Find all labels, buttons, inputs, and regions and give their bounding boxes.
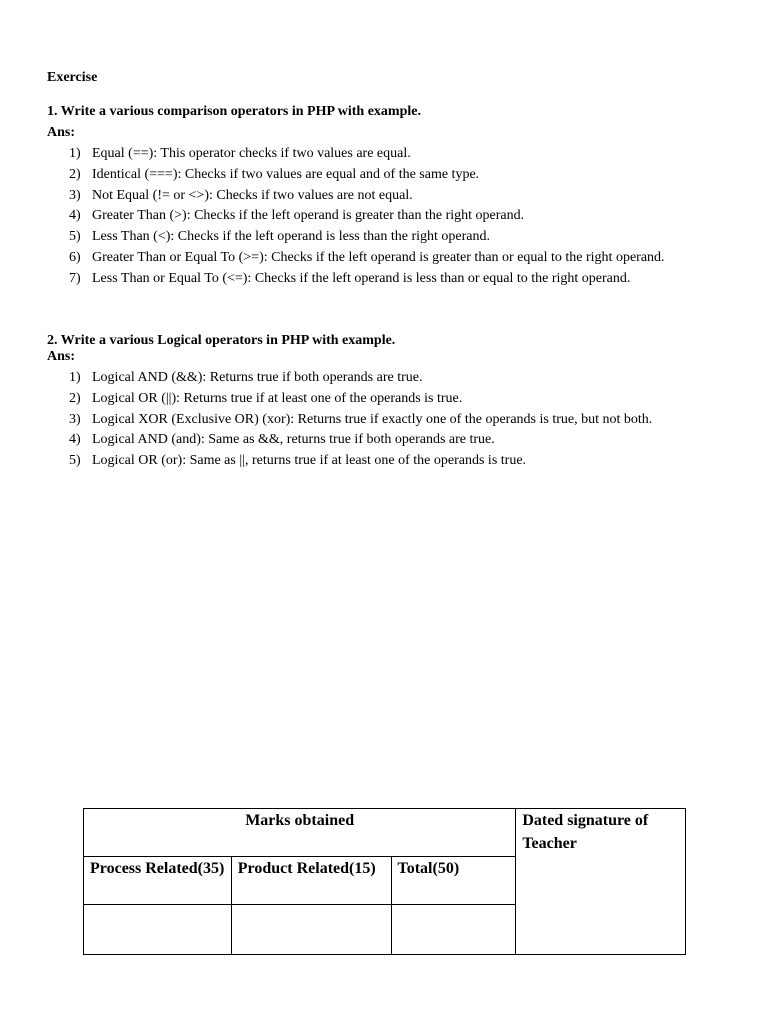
list-number: 2) (69, 166, 81, 182)
signature-header (516, 809, 686, 955)
list-number: 5) (69, 229, 81, 245)
total-cell[interactable] (391, 905, 516, 955)
product-related-header: Product Related(15) (231, 857, 391, 905)
process-related-cell[interactable] (84, 905, 232, 955)
list-number: 4) (69, 208, 81, 224)
marks-table (83, 808, 686, 955)
list-text: Not Equal (!= or <>): Checks if two values are not equal. (92, 187, 413, 203)
list-number: 1) (69, 146, 81, 161)
list-item (47, 410, 652, 431)
list-number: 7) (69, 270, 81, 286)
logical-operators-list (47, 368, 652, 472)
list-text: Greater Than (>): Checks if the left operand is greater than the right operand. (92, 208, 525, 224)
list-text: Greater Than or Equal To (>=): Checks if the left operand is greater than or equal to the right operand. (92, 249, 665, 265)
list-number: 2) (69, 390, 81, 406)
list-item (47, 206, 665, 227)
question-2: 2. Write a various Logical operators in PHP with example. (47, 333, 396, 348)
list-item (47, 389, 652, 410)
list-number: 3) (69, 187, 81, 203)
list-item (47, 227, 665, 248)
list-text: Less Than or Equal To (<=): Checks if the left operand is less than or equal to the right operand. (92, 270, 631, 286)
answer-label-1: Ans: (47, 125, 76, 140)
total-header: Total(50) (391, 857, 516, 905)
list-text: Logical OR (||): Returns true if at least one of the operands is true. (92, 390, 463, 406)
page-title: Exercise (47, 70, 98, 85)
list-item (47, 368, 652, 389)
process-related-header: Process Related(35) (84, 857, 232, 905)
product-related-cell[interactable] (231, 905, 391, 955)
list-text: Equal (==): This operator checks if two values are equal. (92, 146, 411, 161)
answer-label-2: Ans: (47, 349, 76, 364)
list-number: 3) (69, 411, 81, 427)
list-text: Less Than (<): Checks if the left operand is less than the right operand. (92, 229, 490, 245)
marks-obtained-header: Marks obtained (84, 809, 516, 857)
list-item (47, 186, 665, 207)
list-number: 4) (69, 432, 81, 448)
comparison-operators-list (47, 144, 665, 290)
list-item (47, 451, 652, 472)
signature-label: Dated signature of Teacher (522, 812, 649, 852)
list-text: Logical AND (and): Same as &&, returns true if both operands are true. (92, 432, 495, 448)
list-text: Logical OR (or): Same as ||, returns true if at least one of the operands is true. (92, 453, 527, 469)
question-1: 1. Write a various comparison operators in PHP with example. (47, 104, 421, 119)
list-item (47, 269, 665, 290)
list-text: Logical XOR (Exclusive OR) (xor): Returns true if exactly one of the operands is true, but not both. (92, 411, 653, 427)
list-item (47, 430, 652, 451)
list-number: 6) (69, 249, 81, 265)
list-text: Logical AND (&&): Returns true if both operands are true. (92, 370, 423, 385)
list-number: 5) (69, 453, 81, 469)
list-item (47, 144, 665, 165)
list-item (47, 248, 665, 269)
list-text: Identical (===): Checks if two values are equal and of the same type. (92, 166, 480, 182)
list-number: 1) (69, 370, 81, 385)
list-item (47, 165, 665, 186)
table-row (84, 809, 686, 857)
